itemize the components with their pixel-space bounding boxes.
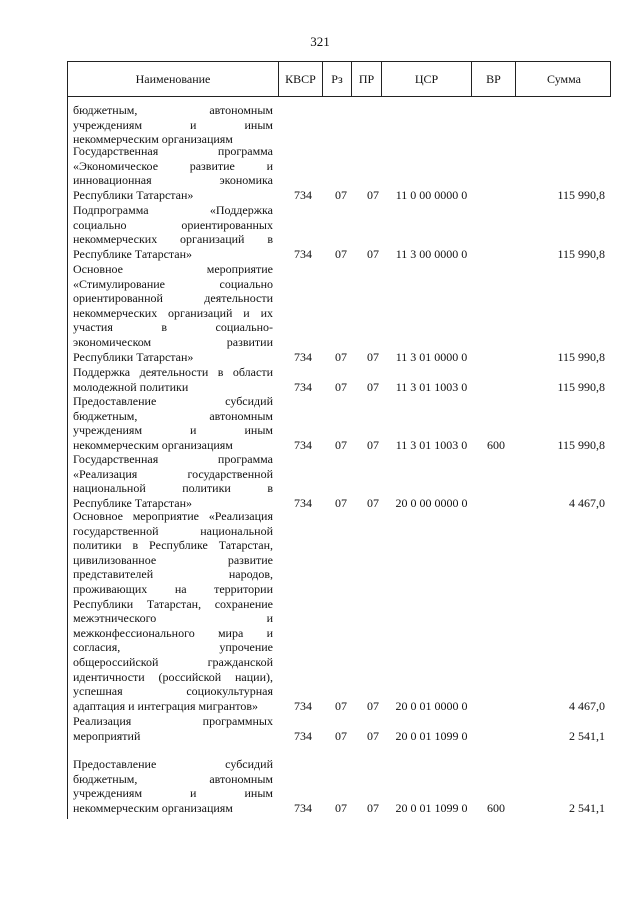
row-name-line: ориентированной деятельности [73,291,273,306]
cell-rz: 07 [335,728,347,743]
cell-rz: 07 [335,379,347,394]
header-rz: Рз [323,62,352,96]
cell-sum: 2 541,1 [569,728,605,743]
cell-pr: 07 [367,187,379,202]
table-header [67,61,611,97]
row-name-line: Поддержка деятельности в области [73,365,273,379]
row-name-line: Реализация программных [73,714,273,728]
row-name-line: социально ориентированных [73,217,273,232]
header-csr: ЦСР [382,62,472,96]
cell-sum: 115 990,8 [557,246,605,261]
cell-sum: 4 467,0 [569,495,605,510]
row-name-line: «Стимулирование социально [73,276,273,291]
row-name [73,144,273,202]
row-name-line: Предоставление субсидий [73,394,273,408]
row-name-line: инновационная экономика [73,173,273,188]
row-name-line: «Реализация государственной [73,466,273,481]
row-name-line: учреждениям и иным [73,786,273,801]
row-name-line: учреждениям и иным [73,117,273,132]
row-name-line: проживающих на территории [73,581,273,596]
row-name-line: межконфессионального мира и [73,625,273,640]
cell-pr: 07 [367,495,379,510]
cell-vr: 600 [487,437,505,452]
row-name [73,103,273,147]
cell-csr: 11 3 00 0000 0 [395,246,468,261]
cell-pr: 07 [367,698,379,713]
cell-csr: 11 3 01 1003 0 [395,379,468,394]
cell-pr: 07 [367,800,379,815]
row-name-line: политики в Республике Татарстан, [73,538,273,553]
row-name-line: Основное мероприятие [73,262,273,276]
row-name-line: бюджетным, автономным [73,771,273,786]
row-name-line: Республики Татарстан, сохранение [73,596,273,611]
row-name [73,365,273,394]
row-name-line: Предоставление субсидий [73,757,273,771]
cell-rz: 07 [335,246,347,261]
row-name-line: молодежной политики [73,379,189,394]
row-name [73,203,273,261]
row-name-line: представителей народов, [73,567,273,582]
row-name-line: Республики Татарстан» [73,349,194,364]
row-name-line: некоммерческим организациям [73,132,233,147]
row-name-line: участия в социально- [73,320,273,335]
cell-rz: 07 [335,800,347,815]
row-name-line: государственной национальной [73,523,273,538]
cell-pr: 07 [367,246,379,261]
cell-csr: 11 0 00 0000 0 [395,187,468,202]
cell-kvsr: 734 [294,698,312,713]
cell-rz: 07 [335,187,347,202]
row-name-line: межэтнического и [73,611,273,626]
cell-csr: 20 0 01 0000 0 [395,698,468,713]
cell-pr: 07 [367,349,379,364]
cell-pr: 07 [367,437,379,452]
cell-csr: 20 0 01 1099 0 [395,728,468,743]
row-name [73,714,273,743]
cell-csr: 20 0 00 0000 0 [395,495,468,510]
cell-kvsr: 734 [294,437,312,452]
header-pr: ПР [352,62,382,96]
row-name [73,757,273,815]
row-name-line: бюджетным, автономным [73,408,273,423]
row-name-line: Республике Татарстан» [73,246,193,261]
cell-pr: 07 [367,728,379,743]
cell-sum: 115 990,8 [557,379,605,394]
row-name-line: успешная социокультурная [73,684,273,699]
cell-kvsr: 734 [294,349,312,364]
header-sum: Сумма [547,72,581,86]
row-name-line: экономическом развитии [73,334,273,349]
row-name-line: согласия, упрочение [73,640,273,655]
cell-rz: 07 [335,349,347,364]
cell-sum: 115 990,8 [557,187,605,202]
row-name-line: бюджетным, автономным [73,103,273,117]
cell-sum: 115 990,8 [557,437,605,452]
row-name-line: некоммерческим организациям [73,800,233,815]
cell-kvsr: 734 [294,379,312,394]
cell-kvsr: 734 [294,495,312,510]
row-name-line: Подпрограмма «Поддержка [73,203,273,217]
cell-kvsr: 734 [294,728,312,743]
row-name-line: идентичности (российской нации), [73,669,273,684]
row-name-line: Республике Татарстан» [73,495,193,510]
table-left-border [67,97,68,819]
row-name-line: «Экономическое развитие и [73,158,273,173]
row-name-line: некоммерческих организаций и их [73,305,273,320]
header-vr: ВР [472,62,516,96]
cell-sum: 4 467,0 [569,698,605,713]
cell-rz: 07 [335,437,347,452]
page-number: 321 [310,34,330,49]
row-name-line: Государственная программа [73,452,273,466]
row-name-line: Государственная программа [73,144,273,158]
row-name-line: Республики Татарстан» [73,187,194,202]
cell-vr: 600 [487,800,505,815]
row-name [73,509,273,713]
cell-csr: 20 0 01 1099 0 [395,800,468,815]
cell-csr: 11 3 01 1003 0 [395,437,468,452]
cell-kvsr: 734 [294,800,312,815]
cell-rz: 07 [335,698,347,713]
row-name-line: мероприятий [73,728,141,743]
cell-kvsr: 734 [294,246,312,261]
row-name-line: национальной политики в [73,481,273,496]
row-name-line: учреждениям и иным [73,423,273,438]
row-name-line: Основное мероприятие «Реализация [73,509,273,523]
row-name-line: общероссийской гражданской [73,654,273,669]
row-name-line: адаптация и интеграция мигрантов» [73,698,258,713]
cell-kvsr: 734 [294,187,312,202]
cell-rz: 07 [335,495,347,510]
row-name-line: цивилизованное развитие [73,552,273,567]
row-name [73,452,273,510]
row-name-line: некоммерческим организациям [73,437,233,452]
row-name [73,394,273,452]
cell-csr: 11 3 01 0000 0 [395,349,468,364]
row-name [73,262,273,364]
header-kvsr: КВСР [279,62,323,96]
cell-pr: 07 [367,379,379,394]
cell-sum: 115 990,8 [557,349,605,364]
row-name-line: некоммерческих организаций в [73,232,273,247]
cell-sum: 2 541,1 [569,800,605,815]
header-name: Наименование [68,62,279,96]
